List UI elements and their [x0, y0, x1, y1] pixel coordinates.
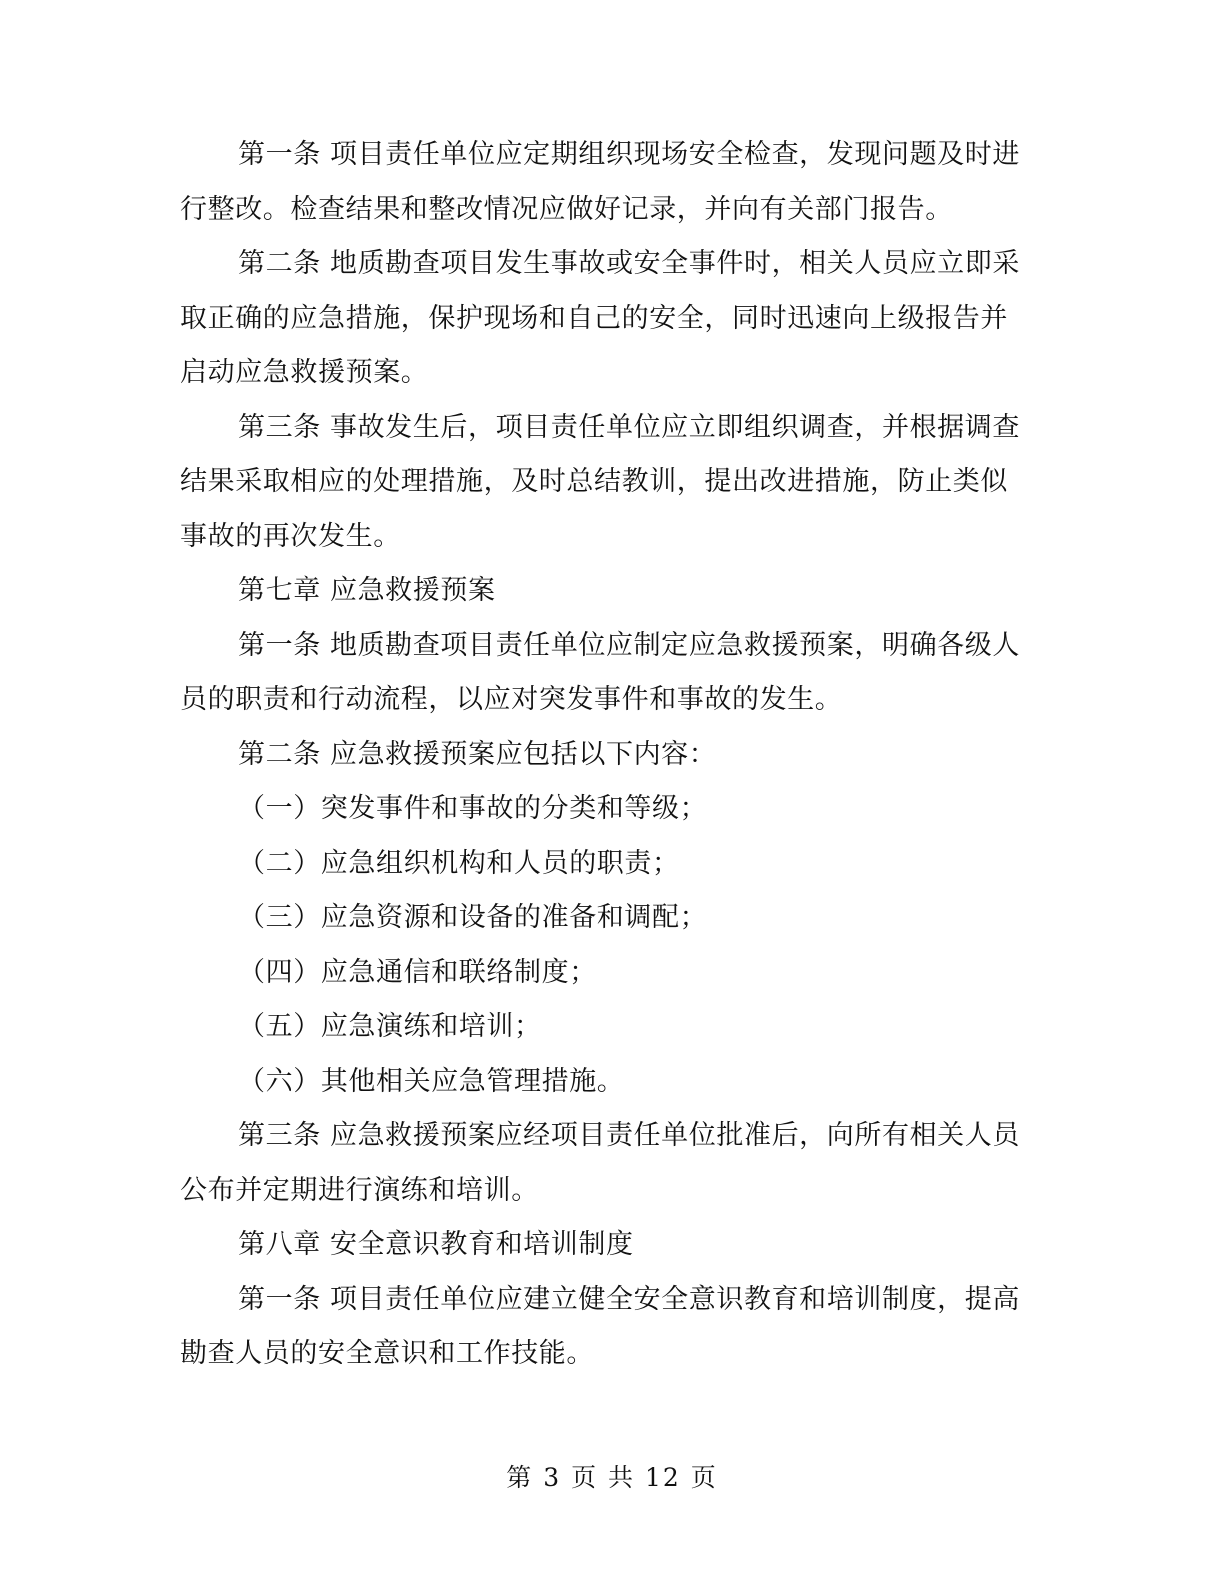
text-line: 第三条 事故发生后，项目责任单位应立即组织调查，并根据调查 [238, 411, 1020, 443]
article-paragraph [180, 728, 1030, 783]
text-line: 第三条 应急救援预案应经项目责任单位批准后，向所有相关人员 [238, 1120, 1020, 1151]
list-item [180, 782, 1030, 837]
list-item [180, 946, 1030, 1001]
text-line: （三）应急资源和设备的准备和调配； [238, 902, 708, 933]
text-line: 第一条 项目责任单位应建立健全安全意识教育和培训制度，提高 [238, 1283, 1020, 1315]
article-paragraph [180, 619, 1030, 728]
text-line: 启动应急救援预案。 [180, 357, 429, 388]
list-item [180, 1000, 1030, 1055]
text-line: （四）应急通信和联络制度； [238, 956, 597, 988]
article-paragraph [180, 237, 1030, 401]
list-item [180, 837, 1030, 892]
text-line: 公布并定期进行演练和培训。 [180, 1174, 539, 1206]
text-line: （六）其他相关应急管理措施。 [238, 1065, 625, 1097]
chapter-heading [180, 564, 1030, 619]
text-line: 勘查人员的安全意识和工作技能。 [180, 1338, 594, 1369]
text-line: 第一条 项目责任单位应定期组织现场安全检查，发现问题及时进 [238, 139, 1020, 170]
text-line: （一）突发事件和事故的分类和等级； [238, 793, 708, 824]
article-paragraph [180, 1273, 1030, 1382]
list-item [180, 891, 1030, 946]
text-line: 第八章 安全意识教育和培训制度 [238, 1229, 634, 1260]
text-line: 员的职责和行动流程，以应对突发事件和事故的发生。 [180, 684, 843, 715]
text-line: 取正确的应急措施，保护现场和自己的安全，同时迅速向上级报告并 [180, 302, 1008, 334]
article-paragraph [180, 401, 1030, 565]
text-line: （五）应急演练和培训； [238, 1011, 542, 1042]
text-line: 结果采取相应的处理措施，及时总结教训，提出改进措施，防止类似 [180, 466, 1008, 497]
text-line: 第二条 应急救援预案应包括以下内容： [238, 738, 717, 770]
article-paragraph [180, 1109, 1030, 1218]
text-line: 行整改。检查结果和整改情况应做好记录，并向有关部门报告。 [180, 193, 953, 225]
text-line: 第二条 地质勘查项目发生事故或安全事件时，相关人员应立即采 [238, 248, 1020, 279]
article-paragraph [180, 128, 1030, 237]
page-number-footer: 第 3 页 共 12 页 [506, 1463, 718, 1492]
text-line: 事故的再次发生。 [180, 520, 401, 552]
text-line: 第一条 地质勘查项目责任单位应制定应急救援预案，明确各级人 [238, 629, 1020, 661]
chapter-heading [180, 1218, 1030, 1273]
document-body [180, 128, 1030, 1382]
text-line: （二）应急组织机构和人员的职责； [238, 847, 680, 879]
text-line: 第七章 应急救援预案 [238, 575, 496, 606]
list-item [180, 1055, 1030, 1110]
